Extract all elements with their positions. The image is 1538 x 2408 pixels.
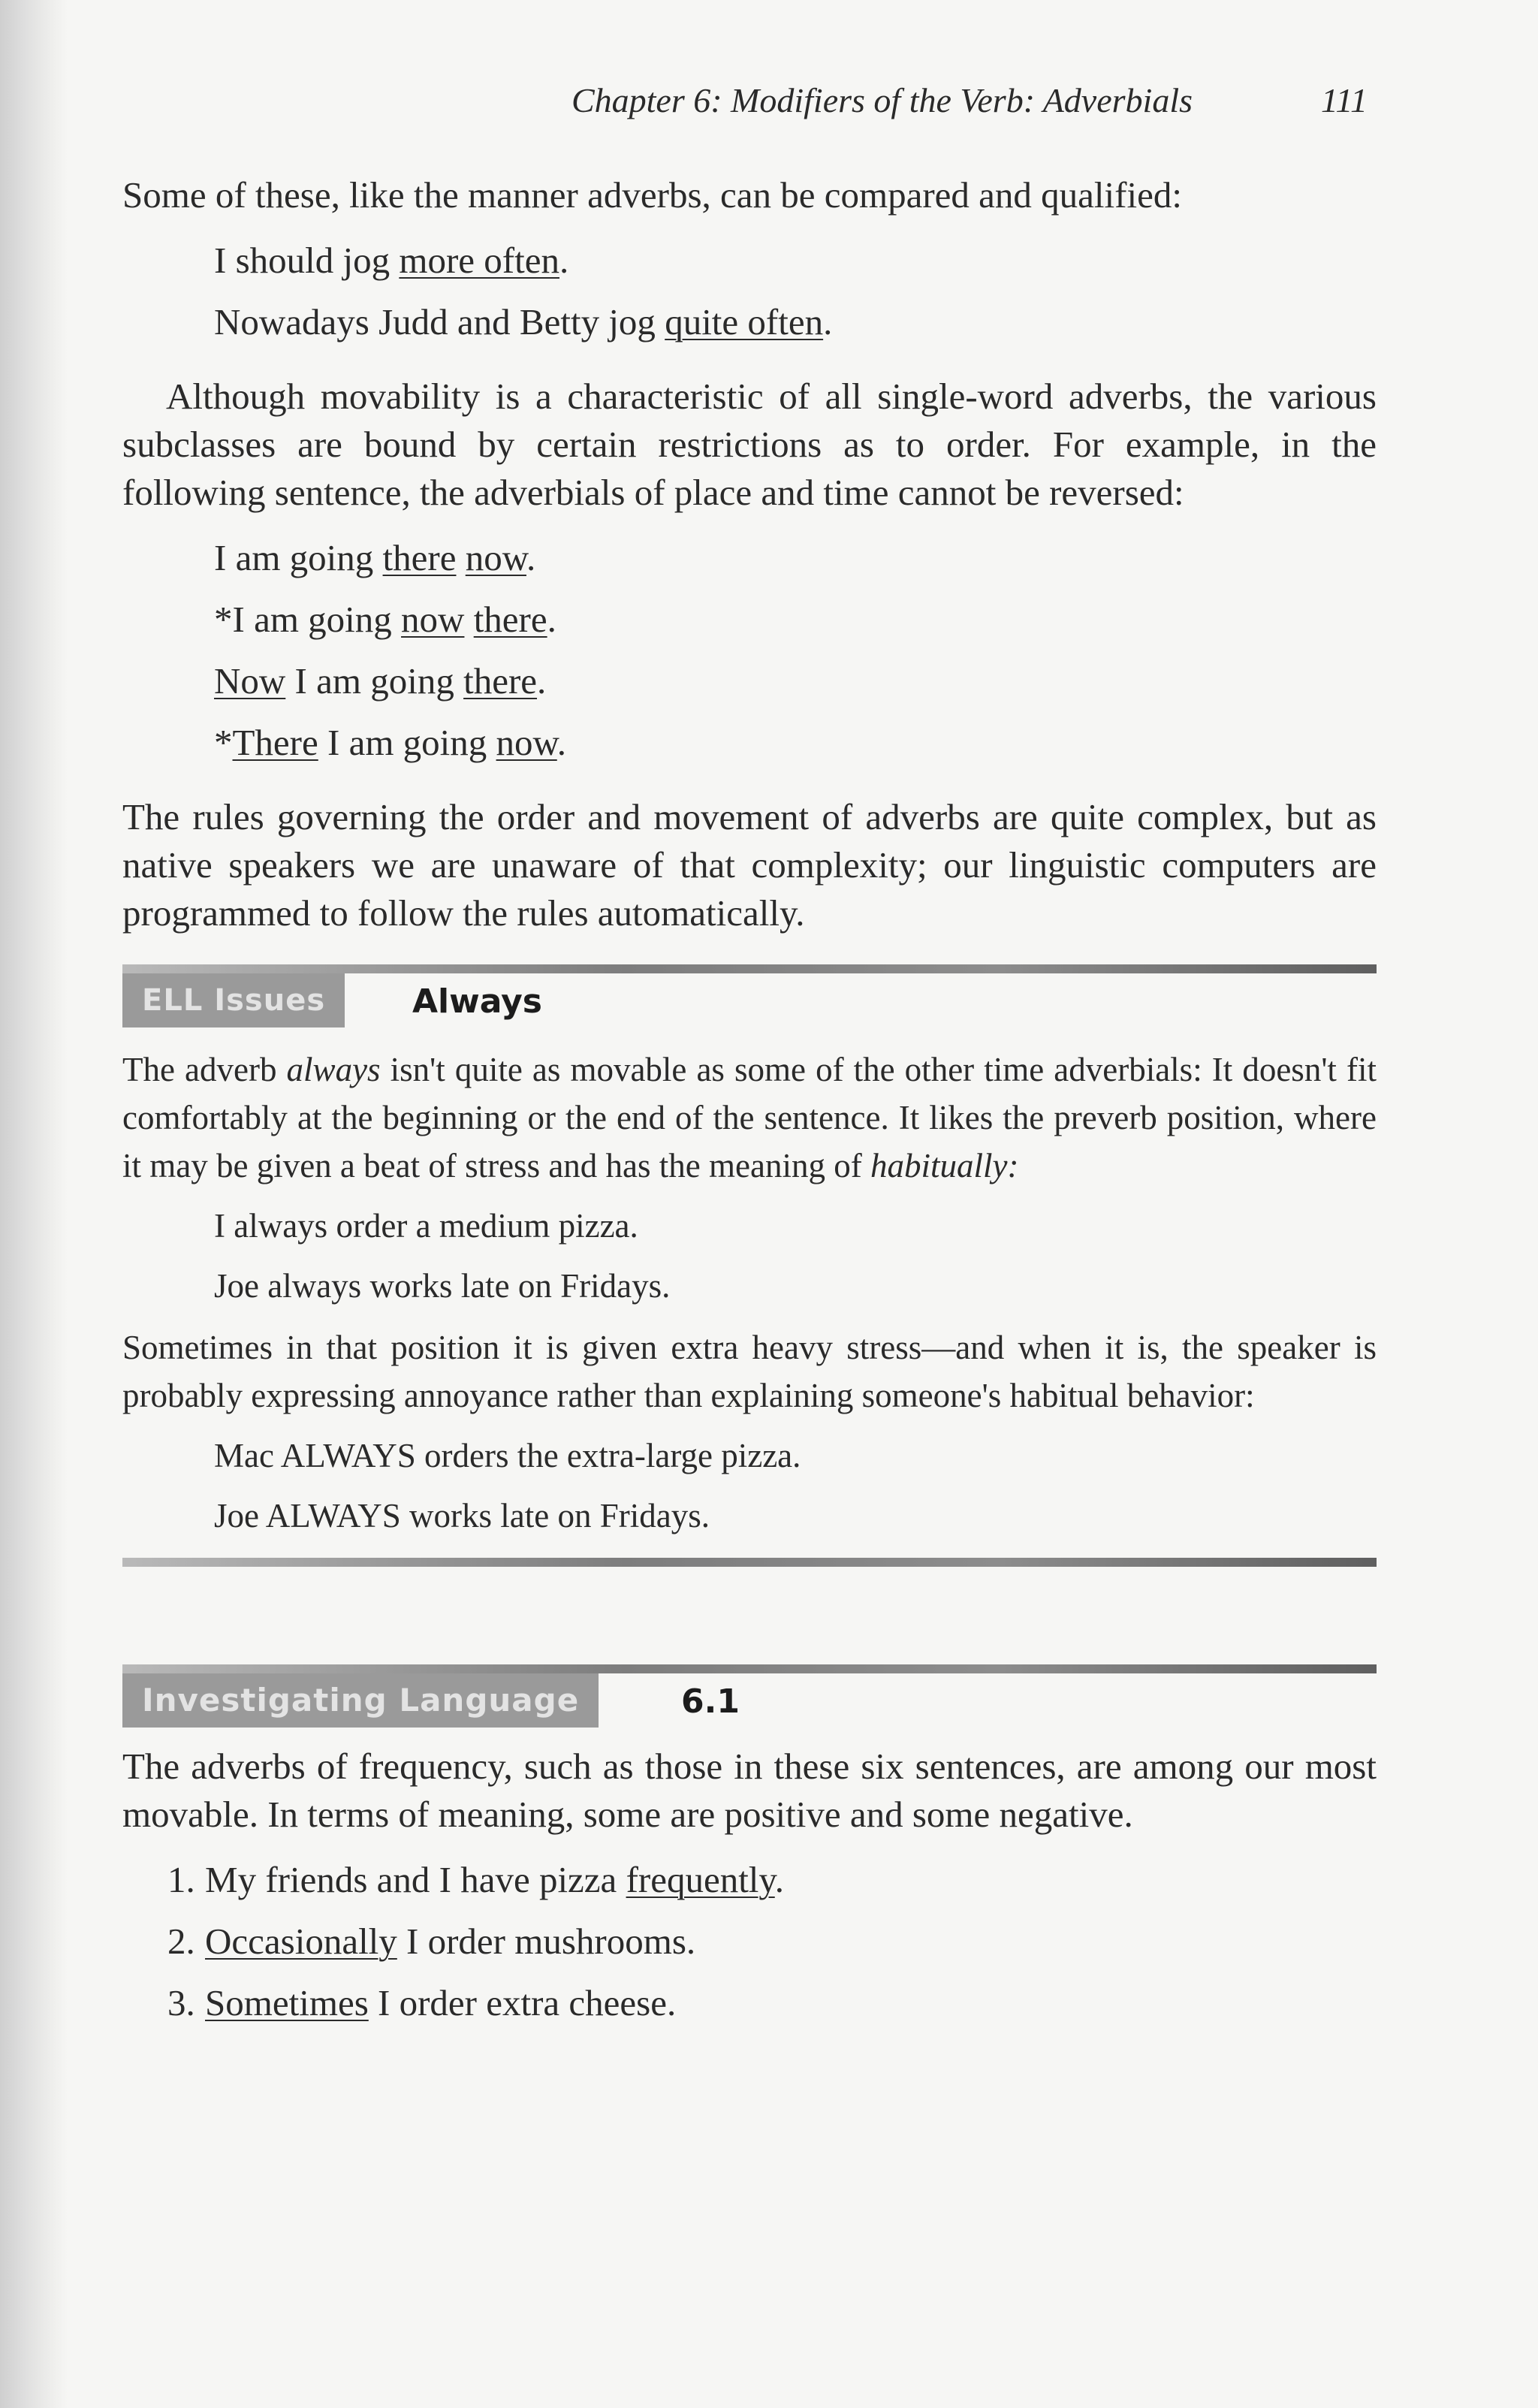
ell-issues-tag: ELL Issues	[122, 973, 345, 1027]
exercise-number: 6.1	[681, 1682, 740, 1721]
page-number: 111	[1320, 81, 1368, 119]
chapter-title: Chapter 6: Modifiers of the Verb: Adverbials	[571, 81, 1193, 119]
paragraph-rules: The rules governing the order and movement of adverbs are quite complex, but as native speakers we are unaware of that complexity; our linguistic computers are programmed to follow the rules automatically.	[122, 796, 1377, 934]
paragraph-movability: Although movability is a characteristic of all single-word adverbs, the various subclasses are bound by certain restrictions as to order. For example, in the following sentence, the adverbials of place and time cannot be reversed:	[122, 376, 1377, 513]
ell-examples-a	[122, 1196, 1377, 1316]
investigating-language-box	[122, 1664, 1377, 2034]
intro-paragraph: Some of these, like the manner adverbs, can be compared and qualified:	[122, 174, 1182, 216]
list-item: 3. Sometimes I order extra cheese.	[167, 1982, 677, 2023]
scan-gutter-shadow	[0, 0, 68, 2408]
list-item: 2. Occasionally I order mushrooms.	[167, 1921, 696, 1962]
investigating-top-rule	[122, 1664, 1377, 1673]
ell-sidebar-header	[122, 973, 1377, 1046]
sidebar-bottom-rule	[122, 1558, 1377, 1567]
investigating-language-tag: Investigating Language	[122, 1673, 599, 1728]
body-text	[122, 171, 1377, 2034]
example-sentence: I should jog more often.	[214, 240, 569, 281]
ell-sidebar-title: Always	[412, 982, 542, 1021]
running-head	[122, 77, 1377, 125]
frequency-sentence-list	[122, 1849, 1377, 2034]
list-item: 1. My friends and I have pizza frequently.	[167, 1859, 784, 1900]
example-sentence: *I am going now there.	[214, 599, 556, 640]
example-sentence: Now I am going there.	[214, 660, 547, 702]
ell-paragraph-2: Sometimes in that position it is given extra heavy stress—and when it is, the speaker is probably expressing annoyance rather than explaining someone's habitual behavior:	[122, 1329, 1377, 1414]
sidebar-top-rule	[122, 964, 1377, 973]
investigating-paragraph: The adverbs of frequency, such as those in these six sentences, are among our most movable. In terms of meaning, some are positive and some negative.	[122, 1746, 1377, 1835]
example-group-1	[122, 230, 1377, 353]
example-sentence: I am going there now.	[214, 537, 536, 578]
investigating-header	[122, 1673, 1377, 1743]
ell-paragraph-1: The adverb always isn't quite as movable as some of the other time adverbials: It doesn't fit comfortably at the beginning or the end of the sentence. It likes the preverb position, where it may be given a beat of stress and has the meaning of habitually:	[122, 1051, 1377, 1184]
ell-sidebar	[122, 964, 1377, 1567]
example-sentence: Joe always works late on Fridays.	[214, 1267, 671, 1305]
example-group-2	[122, 527, 1377, 774]
example-sentence: Nowadays Judd and Betty jog quite often.	[214, 301, 833, 342]
example-sentence: *There I am going now.	[214, 722, 567, 763]
example-sentence: I always order a medium pizza.	[214, 1207, 638, 1245]
ell-examples-b	[122, 1426, 1377, 1546]
example-sentence: Mac ALWAYS orders the extra-large pizza.	[214, 1437, 801, 1474]
example-sentence: Joe ALWAYS works late on Fridays.	[214, 1497, 710, 1534]
